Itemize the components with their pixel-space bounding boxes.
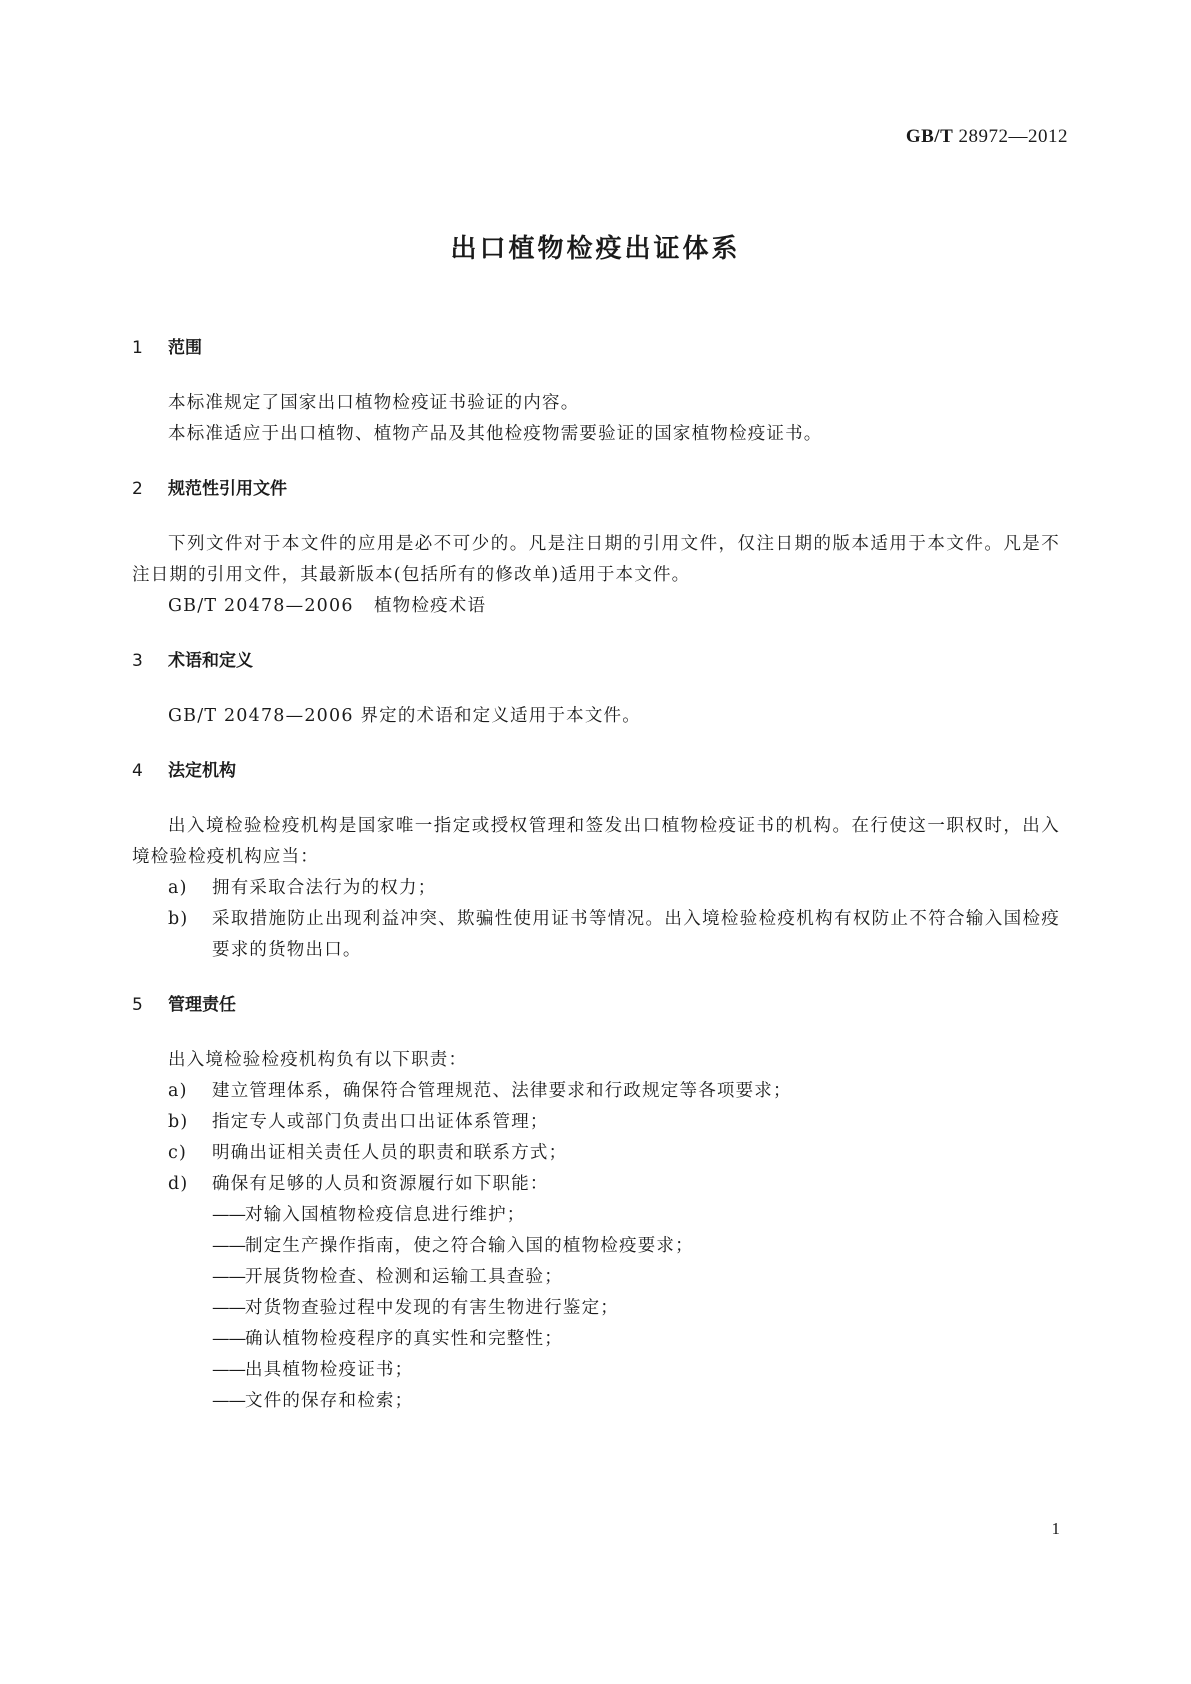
list-item xyxy=(132,904,1060,966)
section-4-heading xyxy=(132,756,1060,786)
list-marker: d) xyxy=(168,1174,189,1194)
sub-list-item xyxy=(132,1386,1060,1417)
section-title: 范围 xyxy=(168,338,202,358)
document-title: 出口植物检疫出证体系 xyxy=(450,234,741,264)
section-title: 术语和定义 xyxy=(168,651,253,671)
document-body xyxy=(132,333,1060,1417)
sub-list-item-text: 对货物查验过程中发现的有害生物进行鉴定； xyxy=(245,1298,619,1318)
section-2-heading xyxy=(132,474,1060,504)
list-item xyxy=(132,1076,1060,1107)
sub-list-item xyxy=(132,1324,1060,1355)
sub-list-item-text: 确认植物检疫程序的真实性和完整性； xyxy=(245,1329,563,1349)
section-title: 管理责任 xyxy=(168,995,236,1015)
list-item-text: 采取措施防止出现利益冲突、欺骗性使用证书等情况。出入境检验检疫机构有权防止不符合输入国检疫要求的货物出口。 xyxy=(212,909,1060,960)
section-3-paragraph: GB/T 20478—2006 界定的术语和定义适用于本文件。 xyxy=(168,706,641,726)
page-number: 1 xyxy=(1051,1519,1060,1538)
section-2-paragraph: 下列文件对于本文件的应用是必不可少的。凡是注日期的引用文件，仅注日期的版本适用于本文件。凡是不注日期的引用文件，其最新版本(包括所有的修改单)适用于本文件。 xyxy=(132,534,1060,585)
normative-reference xyxy=(132,591,1060,622)
sub-list-item xyxy=(132,1293,1060,1324)
section-number: 5 xyxy=(132,995,143,1015)
standard-code: GB/T xyxy=(905,126,954,147)
list-marker: a) xyxy=(168,878,188,898)
list-item xyxy=(132,1138,1060,1169)
section-3-heading xyxy=(132,646,1060,676)
section-5-heading xyxy=(132,990,1060,1020)
dash-marker: —— xyxy=(212,1360,245,1380)
section-number: 3 xyxy=(132,651,143,671)
list-marker: b) xyxy=(168,909,189,929)
standard-year: 28972—2012 xyxy=(958,126,1068,147)
list-marker: a) xyxy=(168,1081,188,1101)
dash-marker: —— xyxy=(212,1298,245,1318)
dash-marker: —— xyxy=(212,1329,245,1349)
dash-marker: —— xyxy=(212,1205,245,1225)
sub-list-item xyxy=(132,1262,1060,1293)
list-item-text: 指定专人或部门负责出口出证体系管理； xyxy=(212,1112,549,1132)
sub-list-item-text: 制定生产操作指南，使之符合输入国的植物检疫要求； xyxy=(245,1236,694,1256)
dash-marker: —— xyxy=(212,1236,245,1256)
section-5-intro: 出入境检验检疫机构负有以下职责： xyxy=(168,1050,468,1070)
section-title: 规范性引用文件 xyxy=(168,479,287,499)
list-item-text: 建立管理体系，确保符合管理规范、法律要求和行政规定等各项要求； xyxy=(212,1081,792,1101)
sub-list-item xyxy=(132,1355,1060,1386)
list-marker: b) xyxy=(168,1112,189,1132)
section-number: 1 xyxy=(132,338,143,358)
list-item xyxy=(132,1169,1060,1200)
section-1-paragraph: 本标准规定了国家出口植物检疫证书验证的内容。 xyxy=(168,393,580,413)
dash-marker: —— xyxy=(212,1391,245,1411)
list-item-text: 拥有采取合法行为的权力； xyxy=(212,878,437,898)
section-title: 法定机构 xyxy=(168,761,236,781)
sub-list-item-text: 对输入国植物检疫信息进行维护； xyxy=(245,1205,526,1225)
reference-title: 植物检疫术语 xyxy=(373,596,487,616)
standard-number xyxy=(906,126,1068,148)
list-item xyxy=(132,1107,1060,1138)
reference-code: GB/T 20478—2006 xyxy=(168,596,354,616)
sub-list-item-text: 开展货物检查、检测和运输工具查验； xyxy=(245,1267,563,1287)
sub-list-item-text: 文件的保存和检索； xyxy=(245,1391,414,1411)
sub-list-item xyxy=(132,1200,1060,1231)
section-1-heading xyxy=(132,333,1060,363)
section-4-paragraph: 出入境检验检疫机构是国家唯一指定或授权管理和签发出口植物检疫证书的机构。在行使这一职权时，出入境检验检疫机构应当： xyxy=(132,816,1060,867)
list-item-text: 明确出证相关责任人员的职责和联系方式； xyxy=(212,1143,568,1163)
sub-list-item-text: 出具植物检疫证书； xyxy=(245,1360,414,1380)
section-1-paragraph: 本标准适应于出口植物、植物产品及其他检疫物需要验证的国家植物检疫证书。 xyxy=(168,424,823,444)
section-number: 2 xyxy=(132,479,143,499)
sub-list-item xyxy=(132,1231,1060,1262)
section-number: 4 xyxy=(132,761,143,781)
list-marker: c) xyxy=(168,1143,188,1163)
list-item xyxy=(132,873,1060,904)
dash-marker: —— xyxy=(212,1267,245,1287)
list-item-text: 确保有足够的人员和资源履行如下职能： xyxy=(212,1174,549,1194)
